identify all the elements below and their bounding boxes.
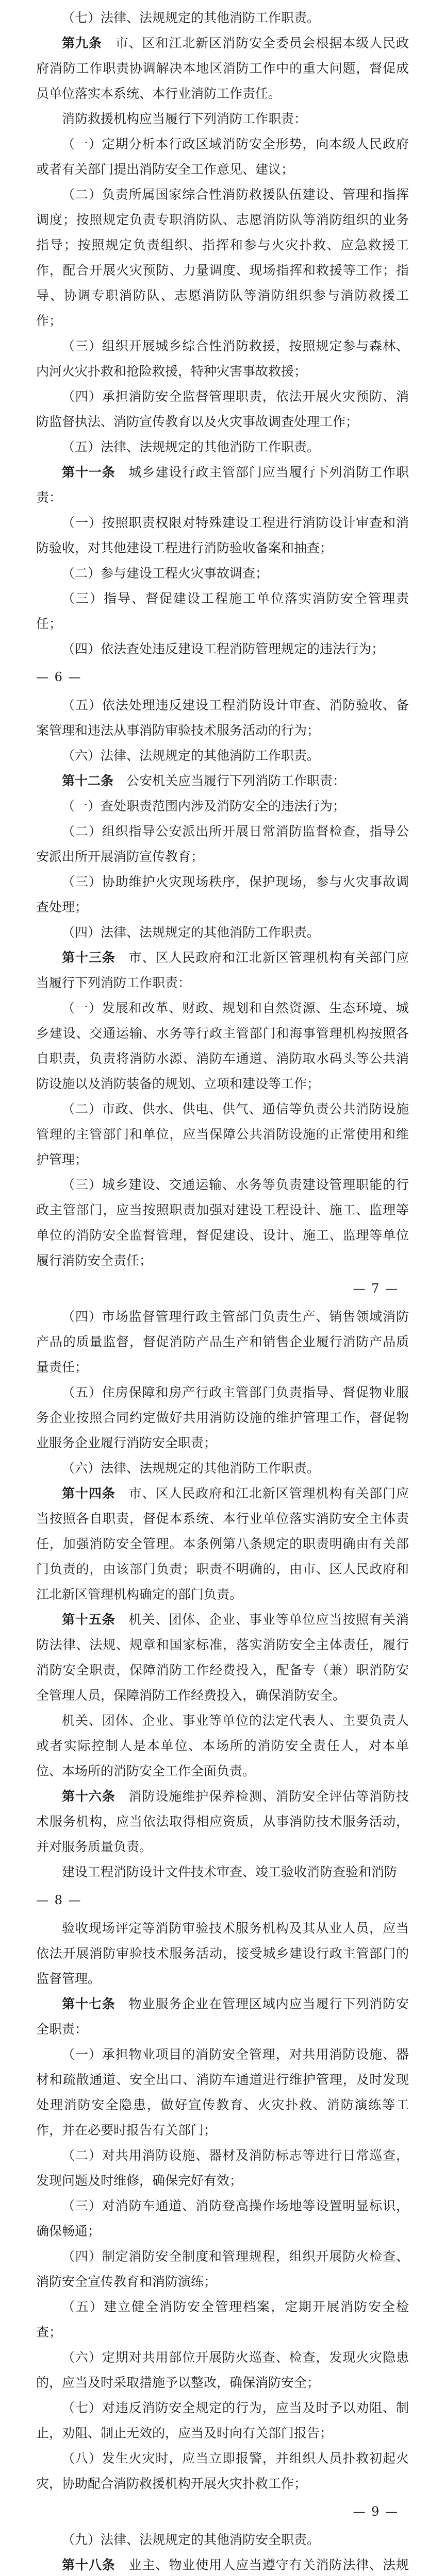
paragraph-text: 公安机关应当履行下列消防工作职责：: [126, 773, 346, 788]
body-paragraph: [36, 1096, 409, 1172]
page-number: — 6 —: [36, 670, 82, 684]
page-number: — 7 —: [353, 1281, 399, 1296]
paragraph-text: （二）市政、供水、供电、供气、通信等负责公共消防设施管理的主管部门和单位，应当保障公共消防设施的正常使用和维护管理；: [36, 1101, 409, 1167]
body-paragraph: [36, 510, 409, 561]
article-paragraph: [36, 1481, 409, 1607]
paragraph-text: （五）依法处理违反建设工程消防设计审查、消防验收、备案管理和违法从事消防审验技术服务活动的行为；: [36, 698, 409, 738]
article-number: 第十三条: [62, 950, 116, 965]
body-paragraph: [36, 995, 409, 1096]
paragraph-text: （三）城乡建设、交通运输、水务等负责建设管理职能的行政主管部门，应当按照职责加强对建设工程设计、施工、监理等单位的消防安全监督管理，督促建设、设计、施工、监理等单位履行消防安全责任；: [36, 1177, 409, 1268]
paragraph-text: （八）发生火灾时，应当立即报警，并组织人员扑救初起火灾，协助配合消防救援机构开展火灾扑救工作；: [36, 2451, 409, 2491]
paragraph-text: 市、区人民政府和江北新区管理机构有关部门应当按照各自职责，督促本系统、本行业单位落实消防安全主体责任，加强消防安全管理。本条例第八条规定的职责明确由有关部门负责的，由该部门负责；职责不明确的，由市、区人民政府和江北新区管理机构确定的部门负责。: [36, 1486, 409, 1602]
body-paragraph: [36, 692, 409, 743]
article-paragraph: [36, 30, 409, 106]
paragraph-text: 消防设施维护保养检测、消防安全评估等消防技术服务机构，应当依法取得相应资质，从事消防技术服务活动，并对服务质量负责。: [36, 1789, 409, 1854]
body-paragraph: [36, 1916, 409, 1991]
paragraph-text: （一）承担物业项目的消防安全管理，对共用消防设施、器材和疏散通道、安全出口、消防车通道进行维护管理，及时发现处理消防安全隐患，做好宣传教育、火灾扑救、消防演练等工作，并在必要时报告有关部门；: [36, 2047, 409, 2138]
body-paragraph: [36, 2244, 409, 2294]
paragraph-text: （一）按照职责权限对特殊建设工程进行消防设计审查和消防验收，对其他建设工程进行消防验收备案和抽查；: [36, 515, 409, 555]
article-paragraph: [36, 460, 409, 510]
body-paragraph: [36, 1859, 409, 1885]
paragraph-text: （六）定期对共用部位开展防火巡查、检查，发现火灾隐患的，应当及时采取措施予以整改，确保消防安全；: [36, 2350, 409, 2390]
body-paragraph: [36, 182, 409, 333]
body-paragraph: [36, 2294, 409, 2345]
article-paragraph: [36, 945, 409, 995]
paragraph-text: （四）承担消防安全监督管理职责，依法开展火灾预防、消防监督执法、消防宣传教育以及火灾事故调查处理工作；: [36, 389, 409, 429]
paragraph-text: （二）负责所属国家综合性消防救援队伍建设、管理和指挥调度；按照规定负责专职消防队、志愿消防队等消防组织的业务指导；按照规定负责组织、指挥和参与火灾扑救、应急救援工作，配合开展火灾预防、力量调度、现场指挥和救援等工作；指导、协调专职消防队、志愿消防队等消防组织参与消防救援工作；: [36, 187, 409, 328]
body-paragraph: [36, 5, 409, 30]
paragraph-text: 市、区人民政府和江北新区管理机构有关部门应当履行下列消防工作职责：: [36, 950, 409, 990]
article-paragraph: [36, 1784, 409, 1859]
article-number: 第九条: [62, 36, 102, 50]
article-number: 第十七条: [62, 1996, 116, 2011]
body-paragraph: [36, 384, 409, 434]
body-paragraph: [36, 2042, 409, 2143]
paragraph-text: 验收现场评定等消防审验技术服务机构及其从业人员，应当依法开展消防审验技术服务活动，接受城乡建设行政主管部门的监督管理。: [36, 1921, 409, 1986]
body-paragraph: [36, 2527, 409, 2552]
paragraph-text: （一）定期分析本行政区域消防安全形势，向本级人民政府或者有关部门提出消防安全工作意见、建议；: [36, 137, 409, 177]
paragraph-text: （四）依法查处违反建设工程消防管理规定的违法行为；: [62, 641, 385, 656]
paragraph-text: （七）对违反消防安全规定的行为，应当及时予以劝阻、制止，劝阻、制止无效的，应当及时向有关部门报告；: [36, 2400, 409, 2441]
body-paragraph: [36, 1455, 409, 1481]
paragraph-text: （三）协助维护火灾现场秩序，保护现场，参与火灾事故调查处理；: [36, 874, 409, 914]
paragraph-text: （一）查处职责范围内涉及消防安全的违法行为；: [62, 799, 346, 814]
body-paragraph: [36, 2446, 409, 2496]
body-paragraph: [36, 1304, 409, 1380]
body-paragraph: [36, 131, 409, 182]
paragraph-text: 市、区和江北新区消防安全委员会根据本级人民政府消防工作职责协调解决本地区消防工作中的重大问题，督促成员单位落实本系统、本行业消防工作责任。: [36, 36, 409, 101]
body-paragraph: [36, 2143, 409, 2193]
article-number: 第十六条: [62, 1789, 116, 1804]
article-number: 第十四条: [62, 1486, 116, 1501]
body-paragraph: [36, 2193, 409, 2244]
article-paragraph: [36, 1991, 409, 2042]
article-paragraph: [36, 768, 409, 793]
body-paragraph: [36, 586, 409, 636]
article-number: 第十二条: [62, 773, 114, 788]
body-paragraph: [36, 920, 409, 945]
article-number: 第十一条: [62, 465, 116, 480]
paragraph-text: 物业服务企业在管理区域内应当履行下列消防安全职责：: [36, 1996, 409, 2037]
paragraph-text: 机关、团体、企业、事业等单位应当按照有关消防法律、法规、规章和国家标准，落实消防安全主体责任，履行消防安全职责，保障消防工作经费投入，配备专（兼）职消防安全管理人员，保障消防工作经费投入，确保消防安全。: [36, 1612, 409, 1703]
body-paragraph: [36, 2395, 409, 2446]
paragraph-text: （七）法律、法规规定的其他消防工作职责。: [62, 10, 320, 25]
page-number: — 9 —: [353, 2504, 399, 2519]
body-paragraph: [36, 2345, 409, 2395]
paragraph-text: （一）发展和改革、财政、规划和自然资源、生态环境、城乡建设、交通运输、水务等行政主管部门和海事管理机构按照各自职责，负责将消防水源、消防车通道、消防取水码头等公共消防设施以及消防装备的规划、立项和建设等工作；: [36, 1001, 409, 1091]
paragraph-text: （五）住房保障和房产行政主管部门负责指导、督促物业服务企业按照合同约定做好共用消防设施的维护管理工作，督促物业服务企业履行消防安全职责；: [36, 1385, 409, 1450]
page-number: — 8 —: [36, 1893, 82, 1907]
paragraph-text: （五）建立健全消防安全管理档案，定期开展消防安全检查；: [36, 2299, 409, 2340]
paragraph-text: （二）组织指导公安派出所开展日常消防监督检查，指导公安派出所开展消防宣传教育；: [36, 824, 409, 864]
body-paragraph: [36, 1708, 409, 1784]
body-paragraph: [36, 561, 409, 586]
paragraph-text: 业主、物业使用人应当遵守有关消防法律、法规: [128, 2557, 409, 2572]
paragraph-text: （五）法律、法规规定的其他消防工作职责。: [62, 439, 320, 454]
body-paragraph: [36, 869, 409, 920]
article-paragraph: [36, 2552, 409, 2576]
article-number: 第十五条: [62, 1612, 116, 1627]
article-number: 第十八条: [62, 2557, 116, 2572]
paragraph-text: （四）法律、法规规定的其他消防工作职责。: [62, 925, 320, 940]
paragraph-text: （二）对共用消防设施、器材及消防标志等进行日常巡查，发现问题及时维修，确保完好有效；: [36, 2148, 409, 2188]
paragraph-text: （三）指导、督促建设工程施工单位落实消防安全管理责任；: [36, 591, 409, 631]
paragraph-text: 建设工程消防设计文件技术审查、竣工验收消防查验和消防: [62, 1865, 398, 1879]
body-paragraph: [36, 636, 409, 662]
body-paragraph: [36, 106, 409, 131]
paragraph-text: （二）参与建设工程火灾事故调查；: [62, 566, 269, 581]
body-paragraph: [36, 1380, 409, 1455]
paragraph-text: 机关、团体、企业、事业等单位的法定代表人、主要负责人或者实际控制人是本单位、本场所的消防安全责任人，对本单位、本场所的消防安全工作全面负责。: [36, 1713, 409, 1778]
body-paragraph: [36, 1172, 409, 1273]
paragraph-text: （六）法律、法规规定的其他消防工作职责。: [62, 1461, 320, 1476]
body-paragraph: [36, 793, 409, 819]
paragraph-text: （六）法律、法规规定的其他消防工作职责。: [62, 748, 320, 763]
body-paragraph: [36, 819, 409, 869]
paragraph-text: 城乡建设行政主管部门应当履行下列消防工作职责：: [36, 465, 409, 505]
body-paragraph: [36, 743, 409, 768]
article-paragraph: [36, 1607, 409, 1708]
paragraph-text: （三）对消防车通道、消防登高操作场地等设置明显标识，确保畅通；: [36, 2198, 409, 2239]
body-paragraph: [36, 434, 409, 460]
paragraph-text: （三）组织开展城乡综合性消防救援，按照规定参与森林、内河火灾扑救和抢险救援，特种灾害事故救援；: [36, 338, 409, 379]
body-paragraph: [36, 333, 409, 384]
paragraph-text: （九）法律、法规规定的其他消防安全职责。: [62, 2532, 320, 2547]
paragraph-text: 消防救援机构应当履行下列消防工作职责：: [62, 111, 307, 126]
paragraph-text: （四）市场监督管理行政主管部门负责生产、销售领域消防产品的质量监督，督促消防产品生产和销售企业履行消防产品质量责任；: [36, 1309, 409, 1375]
paragraph-text: （四）制定消防安全制度和管理规程，组织开展防火检查、消防安全宣传教育和消防演练；: [36, 2249, 409, 2289]
